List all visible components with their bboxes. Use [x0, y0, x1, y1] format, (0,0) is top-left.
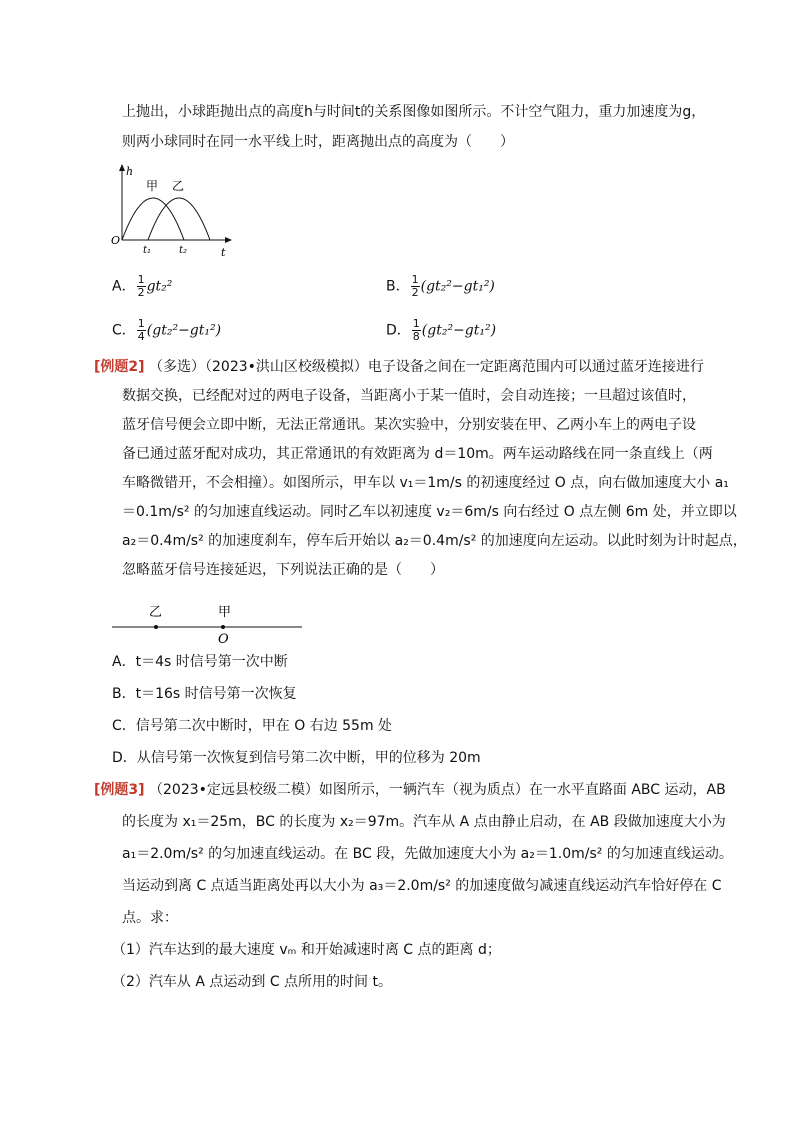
q2-road-diagram: [112, 598, 312, 648]
q1-text-line-1: 上抛出，小球距抛出点的高度h与时间t的关系图像如图所示。不计空气阻力，重力加速度为g，: [122, 104, 706, 120]
example-tag: [例题2]: [94, 359, 145, 375]
q2-text-line-6: ＝0.1m/s² 的匀加速直线运动。同时乙车以初速度 v₂＝6m/s 向右经过 O 点左侧 6m 处，并立即以: [122, 504, 737, 520]
curve-label-jia: 甲: [146, 179, 159, 193]
q2-text-line-5: 车略微错开，不会相撞）。如图所示，甲车以 v₁＝1m/s 的初速度经过 O 点，向右做加速度大小 a₁: [122, 475, 729, 491]
curve-yi: [148, 198, 210, 240]
q2-text-line-2: 数据交换，已经配对过的两电子设备，当距离小于某一值时，会自动连接；一旦超过该值时，: [122, 388, 696, 404]
q2-text-line-7: a₂＝0.4m/s² 的加速度刹车，停车后开始以 a₂＝0.4m/s² 的加速度向左运动。以此时刻为计时起点，: [122, 533, 747, 549]
q2-text-line-4: 备已通过蓝牙配对成功，其正常通讯的有效距离为 d＝10m。两车运动路线在同一条直线上（两: [122, 446, 713, 462]
q3-text-line-2: 的长度为 x₁＝25m，BC 的长度为 x₂＝97m。汽车从 A 点由静止启动，在 AB 段做加速度大小为: [122, 814, 726, 830]
fraction: $\frac{1}{8}$: [412, 317, 420, 343]
fraction: $\frac{1}{2}$: [411, 273, 419, 299]
tick-label-t2: t₂: [179, 245, 188, 256]
origin-label: O: [111, 234, 121, 247]
axis-label-t: t: [221, 246, 226, 259]
x-axis-arrow: [225, 237, 232, 243]
q2-option-b[interactable]: B．t＝16s 时信号第一次恢复: [112, 686, 297, 702]
car-jia-label: 甲: [218, 605, 232, 620]
car-jia-point: [221, 625, 225, 629]
q2-option-d[interactable]: D．从信号第一次恢复到信号第二次中断，甲的位移为 20m: [112, 750, 481, 766]
q2-option-c[interactable]: C．信号第二次中断时，甲在 O 右边 55m 处: [112, 718, 393, 734]
q2-text-line-3: 蓝牙信号便会立即中断，无法正常通讯。某次实验中，分别安装在甲、乙两小车上的两电子设: [122, 417, 696, 433]
q3-text-line-3: a₁＝2.0m/s² 的匀加速直线运动。在 BC 段，先做加速度大小为 a₂＝1.0m/s² 的匀加速直线运动。: [122, 846, 733, 862]
q1-option-a[interactable]: A． $\frac{1}{2}$ gt₂²: [112, 273, 173, 299]
q3-text-line-1: [例题3] （2023•定远县校级二模）如图所示，一辆汽车（视为质点）在一水平直路面 ABC 运动，AB: [94, 782, 726, 798]
fraction: $\frac{1}{4}$: [137, 317, 145, 343]
q1-option-c[interactable]: C． $\frac{1}{4}$ (gt₂²−gt₁²): [112, 317, 222, 343]
tick-label-t1: t₁: [143, 245, 152, 256]
example-tag: [例题3]: [94, 782, 145, 798]
q3-text-line-5: 点。求：: [122, 910, 178, 926]
fraction: $\frac{1}{2}$: [137, 273, 145, 299]
curve-jia: [122, 198, 184, 240]
q2-text-line-8: 忽略蓝牙信号连接延迟，下列说法正确的是（ ）: [122, 562, 444, 578]
q1-option-b[interactable]: B． $\frac{1}{2}$ (gt₂²−gt₁²): [386, 273, 495, 299]
car-yi-point: [154, 625, 158, 629]
q1-text-line-2: 则两小球同时在同一水平线上时，距离抛出点的高度为（ ）: [122, 134, 514, 150]
q1-option-d[interactable]: D． $\frac{1}{8}$ (gt₂²−gt₁²): [386, 317, 497, 343]
car-yi-label: 乙: [149, 605, 163, 620]
y-axis-arrow: [119, 164, 125, 171]
point-o-label: O: [218, 632, 229, 647]
q3-subquestion-2: （2）汽车从 A 点运动到 C 点所用的时间 t。: [112, 974, 392, 990]
q3-subquestion-1: （1）汽车达到的最大速度 vₘ 和开始减速时离 C 点的距离 d；: [112, 942, 501, 958]
q2-text-line-1: [例题2] （多选）（2023•洪山区校级模拟）电子设备之间在一定距离范围内可以通过蓝牙连接进行: [94, 359, 704, 375]
curve-label-yi: 乙: [172, 179, 185, 193]
axis-label-h: h: [126, 165, 134, 178]
q3-text-line-4: 当运动到离 C 点适当距离处再以大小为 a₃＝2.0m/s² 的加速度做匀减速直线运动汽车恰好停在 C: [122, 878, 722, 894]
q2-option-a[interactable]: A．t＝4s 时信号第一次中断: [112, 654, 288, 670]
q1-height-time-graph: [108, 160, 238, 260]
